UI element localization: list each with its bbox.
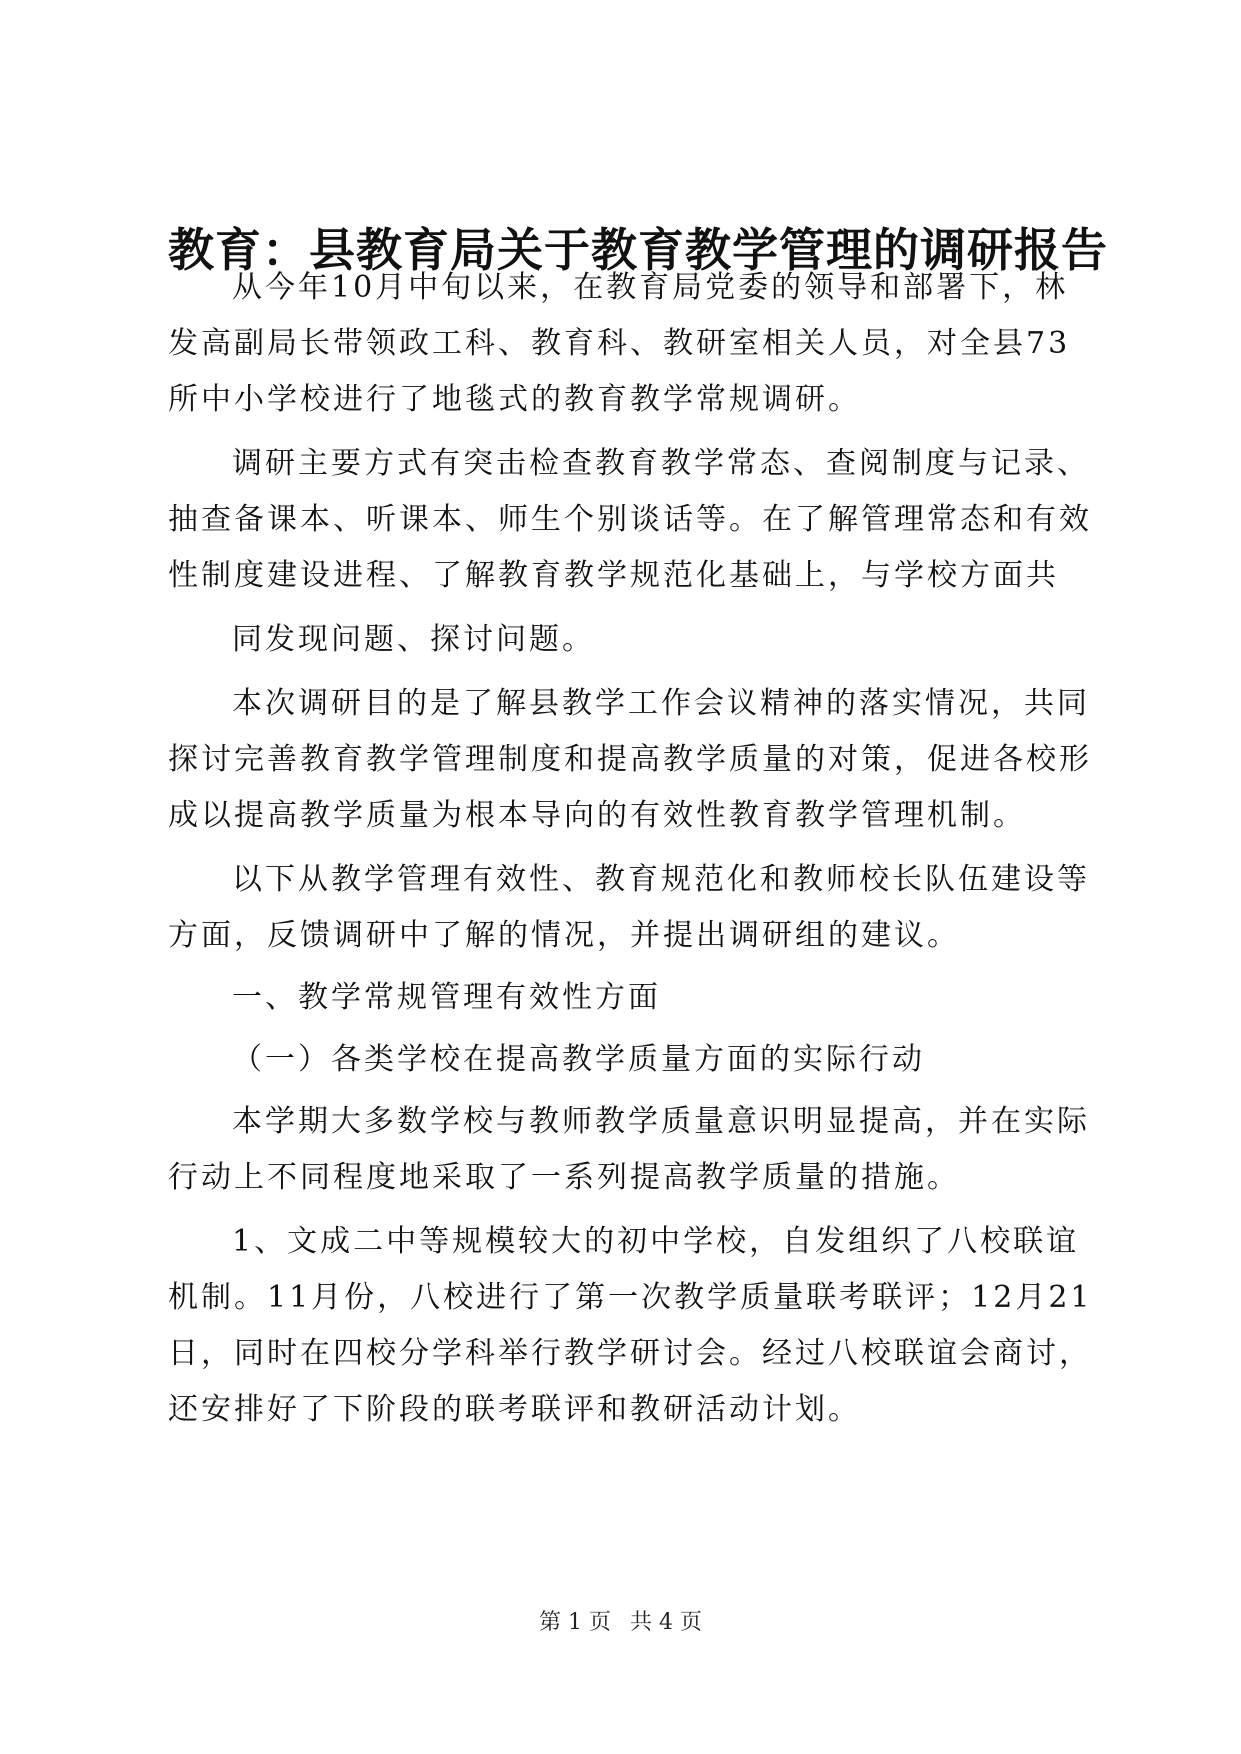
text-line: 本学期大多数学校与教师教学质量意识明显提高，并在实际 [232, 1104, 1090, 1139]
text-line: 同发现问题、探讨问题。 [232, 622, 595, 657]
text-line: 调研主要方式有突击检查教育教学常态、查阅制度与记录、 [232, 446, 1090, 481]
text-line: 还安排好了下阶段的联考联评和教研活动计划。 [168, 1392, 861, 1427]
text-line: 1、文成二中等规模较大的初中学校，自发组织了八校联谊 [232, 1224, 1080, 1259]
text-line: 发高副局长带领政工科、教育科、教研室相关人员，对全县73 [168, 326, 1071, 361]
text-line: 本次调研目的是了解县教学工作会议精神的落实情况，共同 [232, 686, 1090, 721]
text-line: 所中小学校进行了地毯式的教育教学常规调研。 [168, 382, 861, 417]
text-line: 抽查备课本、听课本、师生个别谈话等。在了解管理常态和有效 [168, 502, 1092, 537]
page-total: 共 4 页 [630, 1610, 702, 1635]
page-number: 第 1 页 [539, 1610, 611, 1635]
page-footer [0, 1608, 1241, 1638]
text-line: 日，同时在四校分学科举行教学研讨会。经过八校联谊会商讨， [168, 1336, 1092, 1371]
text-line: 成以提高教学质量为根本导向的有效性教育教学管理机制。 [168, 798, 1026, 833]
text-line: 性制度建设进程、了解教育教学规范化基础上，与学校方面共 [168, 558, 1059, 593]
document-title: 教育：县教育局关于教育教学管理的调研报告 [168, 223, 1108, 277]
section-heading: 一、教学常规管理有效性方面 [232, 980, 661, 1015]
text-line: 从今年10月中旬以来，在教育局党委的领导和部署下，林 [232, 270, 1069, 305]
text-line: 以下从教学管理有效性、教育规范化和教师校长队伍建设等 [232, 862, 1090, 897]
subsection-heading: （一）各类学校在提高教学质量方面的实际行动 [232, 1042, 925, 1077]
text-line: 行动上不同程度地采取了一系列提高教学质量的措施。 [168, 1160, 960, 1195]
text-line: 方面，反馈调研中了解的情况，并提出调研组的建议。 [168, 918, 960, 953]
text-line: 机制。11月份，八校进行了第一次教学质量联考联评；12月21 [168, 1280, 1093, 1315]
text-line: 探讨完善教育教学管理制度和提高教学质量的对策，促进各校形 [168, 742, 1092, 777]
